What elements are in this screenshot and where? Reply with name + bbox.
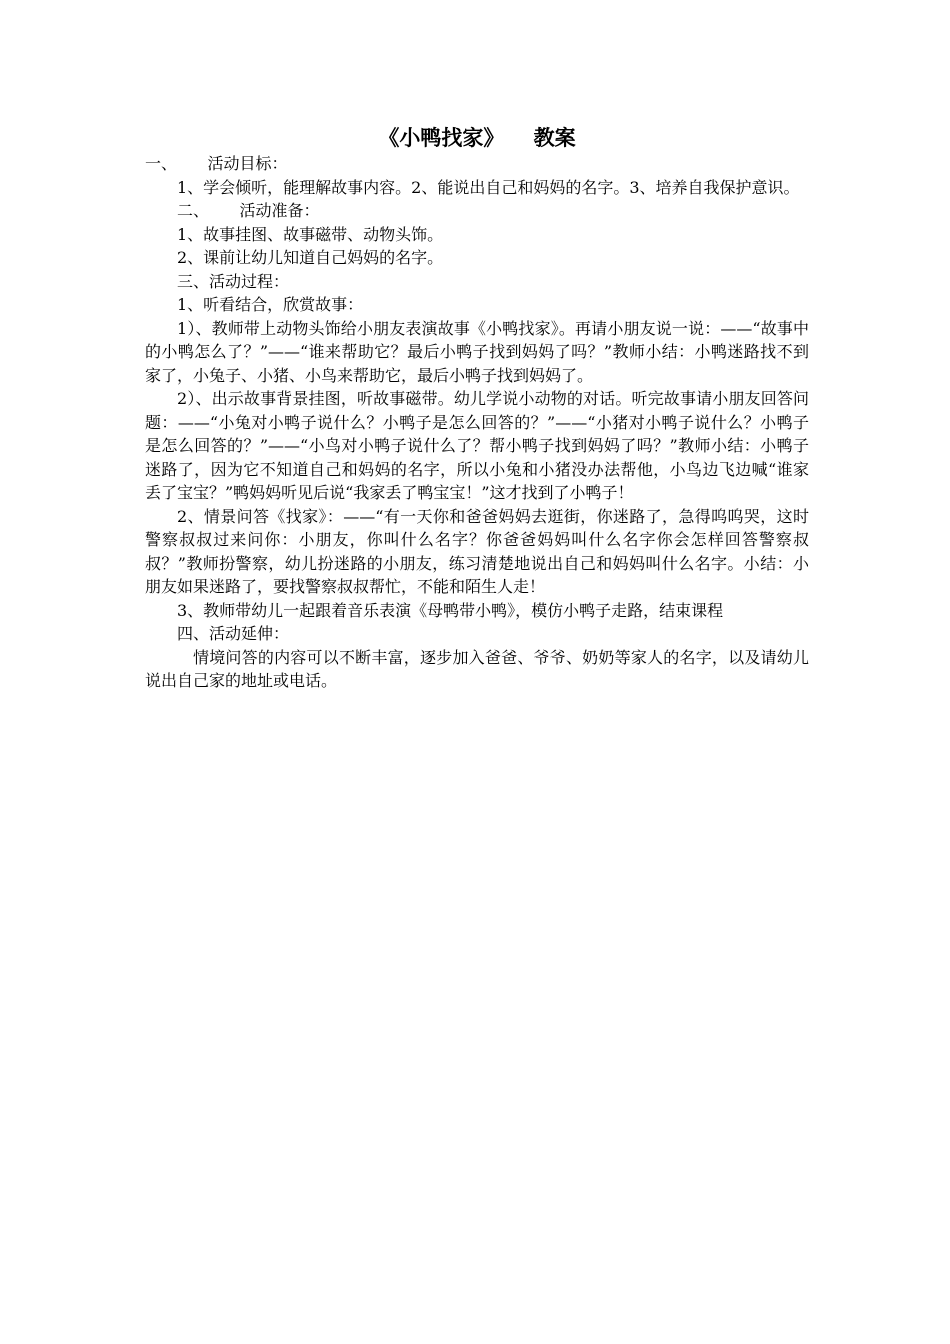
document-page	[145, 124, 809, 693]
process-step-1-heading: 1、听看结合，欣赏故事：	[177, 295, 364, 314]
process-step-1-part-2: 2）、出示故事背景挂图，听故事磁带。幼儿学说小动物的对话。听完故事请小朋友回答问题：——“小兔对小鸭子说什么？小鸭子是怎么回答的？”——“小猪对小鸭子说什么？小鸭子是怎么回答的？”——“小鸟对小鸭子说什么了？帮小鸭子找到妈妈了吗？”教师小结：小鸭子迷路了，因为它不知道自己和妈妈的名字，所以小兔和小猪没办法帮他，小鸟边飞边喊“谁家丢了宝宝？”鸭妈妈听见后说“我家丢了鸭宝宝！”这才找到了小鸭子！	[145, 389, 809, 502]
process-step-3: 3、教师带幼儿一起跟着音乐表演《母鸭带小鸭》，模仿小鸭子走路，结束课程	[177, 600, 724, 620]
extension-paragraph: 情境问答的内容可以不断丰富，逐步加入爸爸、爷爷、奶奶等家人的名字，以及请幼儿说出自己家的地址或电话。	[145, 647, 809, 690]
document-title: 《小鸭找家》 教案	[378, 125, 576, 150]
process-step-2: 2、情景问答《找家》：——“有一天你和爸爸妈妈去逛街，你迷路了，急得呜呜哭，这时警察叔叔过来问你：小朋友，你叫什么名字？你爸爸妈妈叫什么名字你会怎样回答警察叔叔？”教师扮警察，幼儿扮迷路的小朋友，练习清楚地说出自己和妈妈叫什么名字。小结：小朋友如果迷路了，要找警察叔叔帮忙，不能和陌生人走！	[145, 506, 809, 596]
section-heading-goals: 一、 活动目标：	[145, 154, 288, 173]
section-heading-process: 三、活动过程：	[177, 271, 290, 291]
section-heading-preparation: 二、 活动准备：	[177, 201, 320, 220]
section-heading-extension: 四、活动延伸：	[177, 624, 290, 643]
preparation-item-1: 1、故事挂图、故事磁带、动物头饰。	[177, 224, 444, 244]
goals-paragraph: 1、学会倾听，能理解故事内容。2、能说出自己和妈妈的名字。3、培养自我保护意识。	[177, 177, 800, 197]
preparation-item-2: 2、课前让幼儿知道自己妈妈的名字。	[177, 248, 444, 267]
process-step-1-part-1: 1）、教师带上动物头饰给小朋友表演故事《小鸭找家》。再请小朋友说一说：——“故事中的小鸭怎么了？”——“谁来帮助它？最后小鸭子找到妈妈了吗？”教师小结：小鸭迷路找不到家了，小兔子、小猪、小鸟来帮助它，最后小鸭子找到妈妈了。	[145, 318, 809, 385]
